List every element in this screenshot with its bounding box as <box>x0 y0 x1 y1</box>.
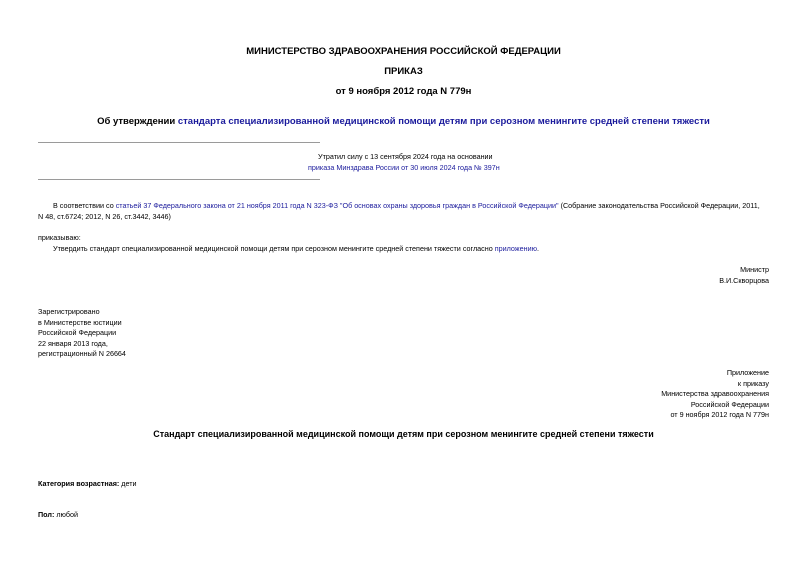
registration-line: Российской Федерации <box>38 328 117 337</box>
registration-line: 22 января 2013 года, <box>38 338 108 348</box>
sex-label: Пол: <box>38 510 55 519</box>
preamble-line-2: N 48, ст.6724; 2012, N 26, ст.3442, 3446) <box>38 212 171 221</box>
appendix-block <box>661 368 769 421</box>
order-type-heading: ПРИКАЗ <box>384 66 423 77</box>
standard-title: Стандарт специализированной медицинской помощи детям при серозном менингите средней степени тяжести <box>153 429 654 439</box>
age-category-label: Категория возрастная: <box>38 479 120 488</box>
preamble-law-link[interactable]: статьей 37 Федерального закона от 21 ноября 2011 года N 323-ФЗ "Об основах охраны здоровья граждан в Российской Федерации" <box>115 201 559 210</box>
signature-position: Министр <box>740 265 769 274</box>
registration-line: в Министерстве юстиции <box>38 317 122 327</box>
order-title-prefix: Об утверждении <box>97 116 178 127</box>
preamble-prefix: В соответствии со <box>53 201 116 210</box>
appendix-line: Российской Федерации <box>690 399 769 409</box>
status-line-1: Утратил силу с 13 сентября 2024 года на основании <box>318 152 493 161</box>
appendix-link[interactable]: приложению <box>494 244 537 253</box>
preamble-suffix: (Собрание законодательства Российской Федерации, 2011, <box>558 201 760 210</box>
registration-block <box>38 307 126 360</box>
status-link[interactable]: приказа Минздрава России от 30 июля 2024 года № 397н <box>308 163 500 172</box>
sex-field <box>38 510 78 521</box>
order-title-link[interactable]: стандарта специализированной медицинской помощи детям при серозном менингите средней степени тяжести <box>177 116 710 127</box>
signature-name: В.И.Скворцова <box>719 276 769 285</box>
registration-line: Зарегистрировано <box>38 307 100 316</box>
order-title <box>0 116 807 127</box>
approve-end: . <box>536 244 539 253</box>
approve-paragraph <box>53 244 539 255</box>
sex-value: любой <box>54 510 79 519</box>
age-category-value: дети <box>119 479 137 488</box>
age-category-field <box>38 479 137 490</box>
appendix-line: Приложение <box>726 368 769 377</box>
approve-text: Утвердить стандарт специализированной медицинской помощи детям при серозном менингите средней степени тяжести согласно <box>53 244 495 253</box>
registration-line: регистрационный N 26664 <box>38 349 126 358</box>
orders-word: приказываю: <box>38 233 81 242</box>
appendix-line: к приказу <box>737 378 769 388</box>
order-date-heading: от 9 ноября 2012 года N 779н <box>335 86 472 97</box>
status-divider-top <box>38 142 320 143</box>
preamble-line-1 <box>53 201 760 212</box>
status-divider-bottom <box>38 179 320 180</box>
appendix-line: Министерства здравоохранения <box>661 389 769 398</box>
appendix-line: от 9 ноября 2012 года N 779н <box>670 410 769 419</box>
ministry-heading: МИНИСТЕРСТВО ЗДРАВООХРАНЕНИЯ РОССИЙСКОЙ ФЕДЕРАЦИИ <box>246 46 561 57</box>
